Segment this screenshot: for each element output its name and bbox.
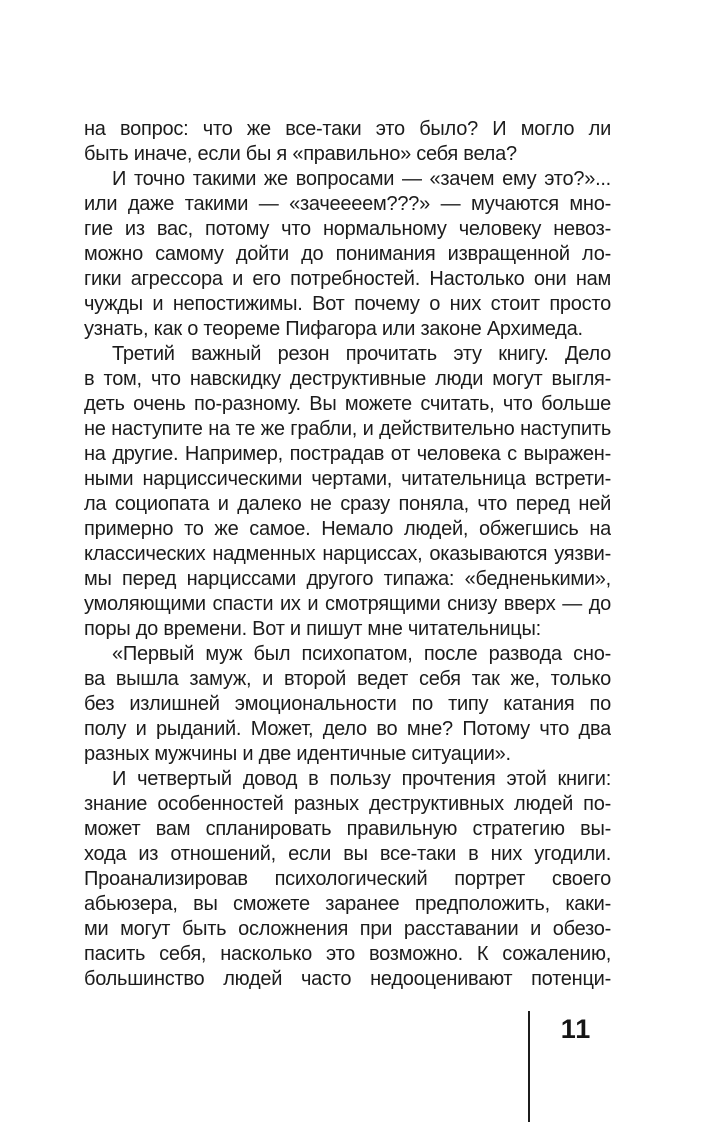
text-line: ми могут быть осложнения при расставании и обезо-: [84, 918, 611, 940]
text-line: на другие. Например, пострадав от человека с выражен-: [84, 443, 611, 465]
paragraph: [84, 117, 611, 167]
text-line: быть иначе, если бы я «правильно» себя вела?: [84, 143, 517, 165]
text-line: поры до времени. Вот и пишут мне читательницы:: [84, 618, 541, 640]
text-line: пасить себя, насколько это возможно. К сожалению,: [84, 943, 611, 965]
text-line: в том, что навскидку деструктивные люди могут выгля-: [84, 368, 611, 390]
text-line: без излишней эмоциональности по типу катания по: [84, 693, 611, 715]
text-line: полу и рыданий. Может, дело во мне? Потому что два: [84, 718, 611, 740]
text-line: хода из отношений, если вы все-таки в них угодили.: [84, 843, 611, 865]
text-line: ва вышла замуж, и второй ведет себя так же, только: [84, 668, 611, 690]
text-line: чужды и непостижимы. Вот почему о них стоит просто: [84, 293, 611, 315]
text-line: Проанализировав психологический портрет своего: [84, 868, 611, 890]
text-block: [84, 117, 611, 992]
text-line: деть очень по-разному. Вы можете считать, что больше: [84, 393, 611, 415]
text-line: можно самому дойти до понимания извращенной ло-: [84, 243, 611, 265]
paragraph: [84, 342, 611, 642]
text-line: умоляющими спасти их и смотрящими снизу вверх — до: [84, 593, 611, 615]
text-line: Третий важный резон прочитать эту книгу. Дело: [112, 343, 611, 365]
text-line: разных мужчины и две идентичные ситуации».: [84, 743, 511, 765]
text-line: знание особенностей разных деструктивных людей по-: [84, 793, 611, 815]
paragraph: [84, 167, 611, 342]
footer-rule: [528, 1011, 530, 1122]
text-line: И точно такими же вопросами — «зачем ему это?»...: [112, 168, 611, 190]
page-number: 11: [560, 1014, 592, 1044]
text-line: примерно то же самое. Немало людей, обжегшись на: [84, 518, 611, 540]
text-line: не наступите на те же грабли, и действительно наступить: [84, 418, 611, 440]
text-line: И четвертый довод в пользу прочтения этой книги:: [112, 768, 611, 790]
text-line: узнать, как о теореме Пифагора или законе Архимеда.: [84, 318, 583, 340]
text-line: большинство людей часто недооценивают потенци-: [84, 968, 611, 990]
text-line: гие из вас, потому что нормальному человеку невоз-: [84, 218, 611, 240]
text-line: абьюзера, вы сможете заранее предположить, каки-: [84, 893, 611, 915]
text-line: «Первый муж был психопатом, после развода сно-: [112, 643, 611, 665]
text-line: ными нарциссическими чертами, читательница встрети-: [84, 468, 611, 490]
text-line: мы перед нарциссами другого типажа: «бедненькими»,: [84, 568, 611, 590]
text-line: может вам спланировать правильную стратегию вы-: [84, 818, 611, 840]
text-line: классических надменных нарциссах, оказываются уязви-: [84, 543, 611, 565]
text-line: гики агрессора и его потребностей. Настолько они нам: [84, 268, 611, 290]
paragraph: [84, 767, 611, 992]
text-line: на вопрос: что же все-таки это было? И могло ли: [84, 118, 611, 140]
paragraph: [84, 642, 611, 767]
text-line: или даже такими — «зачеееем???» — мучаются мно-: [84, 193, 611, 215]
text-line: ла социопата и далеко не сразу поняла, что перед ней: [84, 493, 611, 515]
